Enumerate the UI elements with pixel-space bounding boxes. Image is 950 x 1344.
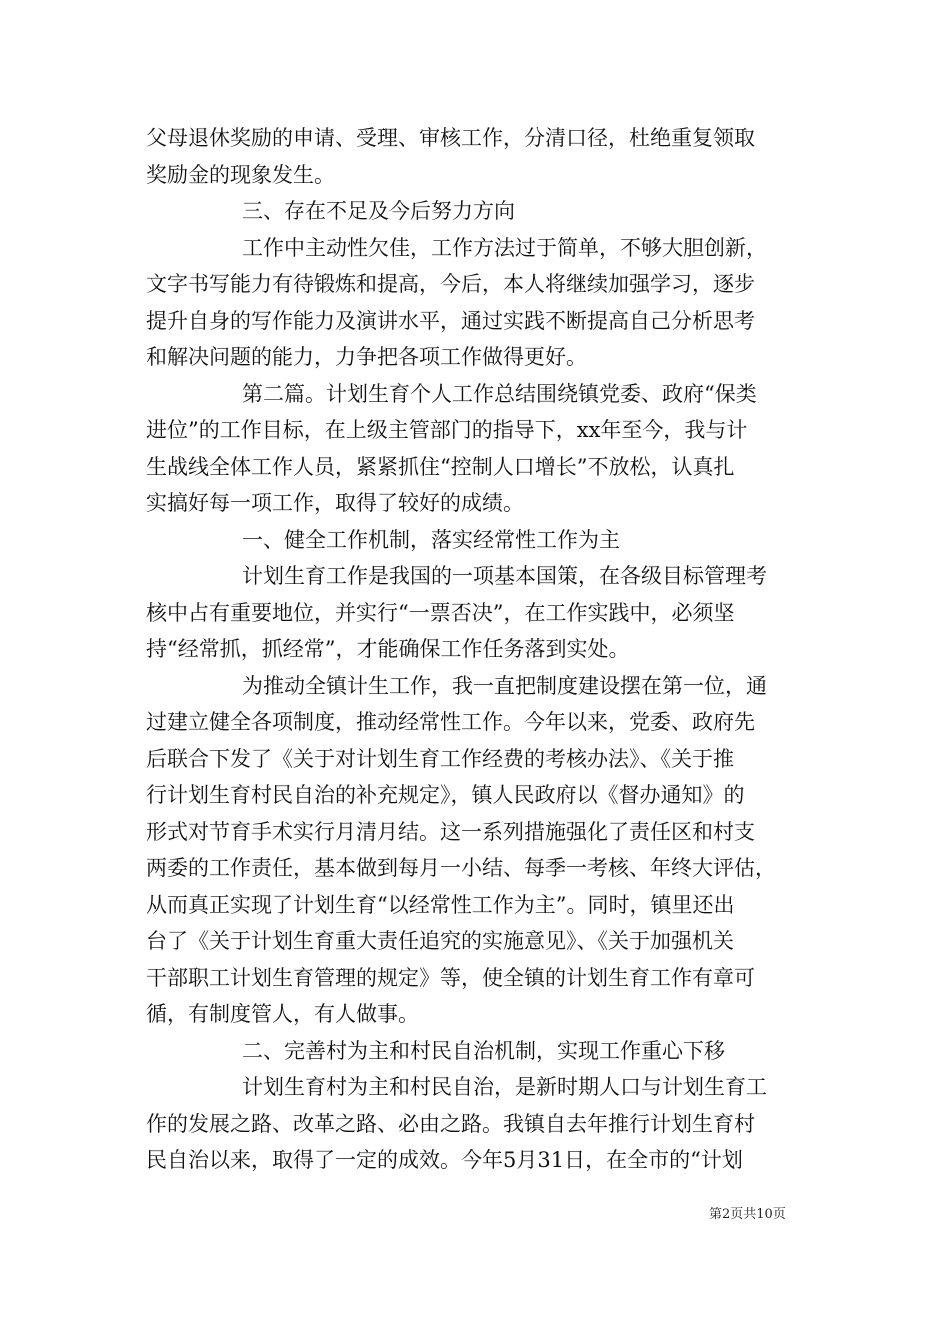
text-line: 父母退休奖励的申请、受理、审核工作，分清口径，杜绝重复领取 xyxy=(146,126,755,150)
text-line: 提升自身的写作能力及演讲水平，通过实践不断提高自己分析思考 xyxy=(146,308,755,333)
text-line: 民自治以来，取得了一定的成效。今年5月31日，在全市的“计划 xyxy=(146,1148,743,1172)
text-line: 作的发展之路、改革之路、必由之路。我镇自去年推行计划生育村 xyxy=(146,1111,755,1136)
document-body xyxy=(146,120,822,1179)
text-line: 生战线全体工作人员，紧紧抓住“控制人口增长”不放松，认真扎 xyxy=(146,454,735,479)
paragraph-start: 计划生育工作是我国的一项基本国策，在各级目标管理考 xyxy=(242,564,767,588)
text-line: 文字书写能力有待锻炼和提高，今后，本人将继续加强学习，逐步 xyxy=(146,272,755,296)
paragraph-start: 为推动全镇计生工作，我一直把制度建设摆在第一位，通 xyxy=(242,673,767,698)
paragraph-start: 计划生育村为主和村民自治，是新时期人口与计划生育工 xyxy=(242,1075,767,1099)
text-line: 和解决问题的能力，力争把各项工作做得更好。 xyxy=(146,345,587,369)
text-line: 实搞好每一项工作，取得了较好的成绩。 xyxy=(146,491,524,515)
paragraph-start: 第二篇。计划生育个人工作总结围绕镇党委、政府“保类 xyxy=(242,381,757,406)
text-line: 干部职工计划生育管理的规定》等，使全镇的计划生育工作有章可 xyxy=(146,965,755,990)
section-heading: 三、存在不足及今后努力方向 xyxy=(242,199,515,223)
text-line: 奖励金的现象发生。 xyxy=(146,162,335,187)
text-line: 循，有制度管人，有人做事。 xyxy=(146,1002,419,1026)
paragraph-start: 工作中主动性欠佳，工作方法过于简单，不够大胆创新， xyxy=(242,235,767,260)
text-line: 行计划生育村民自治的补充规定》，镇人民政府以《督办通知》的 xyxy=(146,783,745,807)
text-line: 台了《关于计划生育重大责任追究的实施意见》、《关于加强机关 xyxy=(146,929,734,953)
text-line: 形式对节育手术实行月清月结。这一系列措施强化了责任区和村支 xyxy=(146,819,755,844)
text-line: 从而真正实现了计划生育“以经常性工作为主”。同时，镇里还出 xyxy=(146,892,735,917)
page-number-footer: 第2页共10页 xyxy=(709,1207,786,1222)
text-line: 后联合下发了《关于对计划生育工作经费的考核办法》、《关于推 xyxy=(146,746,734,771)
section-heading: 二、完善村为主和村民自治机制，实现工作重心下移 xyxy=(242,1038,725,1063)
text-line: 进位”的工作目标，在上级主管部门的指导下，xx年至今，我与计 xyxy=(146,418,748,442)
text-line: 核中占有重要地位，并实行“一票否决”，在工作实践中，必须坚 xyxy=(146,600,735,625)
text-line: 两委的工作责任，基本做到每月一小结、每季一考核、年终大评估， xyxy=(146,856,776,880)
text-line: 过建立健全各项制度，推动经常性工作。今年以来，党委、政府先 xyxy=(146,710,755,734)
section-heading: 一、健全工作机制，落实经常性工作为主 xyxy=(242,527,620,552)
text-line: 持“经常抓，抓经常”，才能确保工作任务落到实处。 xyxy=(146,637,630,661)
